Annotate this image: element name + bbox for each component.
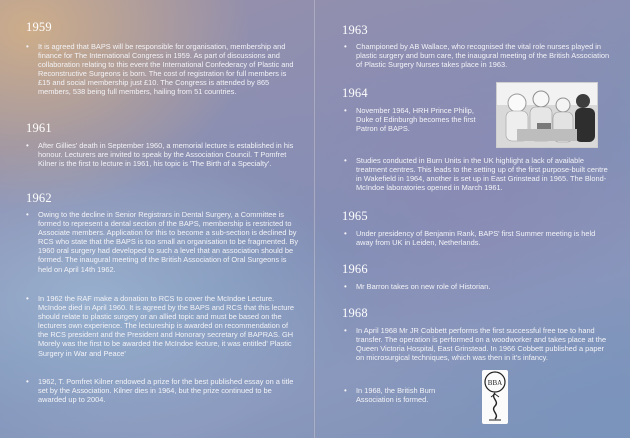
entry-text: Under presidency of Benjamin Rank, BAPS' first Summer meeting is held away from UK in Leiden, Netherlands.: [356, 229, 596, 248]
timeline-entry-1965-1: [344, 229, 614, 248]
entry-text: November 1964, HRH Prince Philip, Duke of Edinburgh becomes the first Patron of BAPS.: [356, 106, 476, 134]
entry-text: In 1962 the RAF make a donation to RCS to cover the McIndoe Lecture. McIndoe died in April 1960. It is agreed by the BAPS and RCS that this lecture should relate to plastic surgery or an allied topic and must be based on the lecturers own experience. The lectureship is awarded on recommendation of the RCS president and the President and Honorary secretary of BAPRAS. GH Morely was the first to be awarded the McIndoe lecture, it was entitled' Plastic Surgery in War and Peace': [38, 294, 294, 358]
timeline-entry-1962-1: [26, 210, 300, 274]
year-heading-1961: 1961: [26, 121, 52, 135]
timeline-entry-1962-3: [26, 377, 300, 405]
year-heading-1959: 1959: [26, 20, 52, 34]
timeline-entry-1964-2: [344, 156, 614, 193]
bullet-icon: •: [26, 377, 29, 386]
bullet-icon: •: [344, 42, 347, 51]
entry-text: Studies conducted in Burn Units in the UK highlight a lack of available treatment centres. This leads to the setting up of the first purpose-built centre in Wakefield in 1964, another is set up in East Grinstead in 1965. The Blond-McIndoe laboratories opened in March 1961.: [356, 156, 608, 193]
timeline-entry-1959-1: [26, 42, 300, 97]
year-heading-1964: 1964: [342, 86, 368, 100]
operating-theatre-image: [497, 83, 597, 147]
british-burn-association-logo: [482, 370, 508, 424]
bullet-icon: •: [26, 141, 29, 150]
bullet-icon: •: [344, 326, 347, 335]
year-heading-1962: 1962: [26, 191, 52, 205]
bullet-icon: •: [26, 294, 29, 303]
entry-text: In 1968, the British Burn Association is formed.: [356, 386, 436, 405]
entry-text: It is agreed that BAPS will be responsible for organisation, membership and finance for The International Congress in 1959. As part of discussions and collaboration relating to this event the International Confederacy of Plastic and Reconstructive Surgeons is born. The cost of registration for full members is £15 and social membership just £10. The Congress is attended by 865 members, 538 being full members, hailing from 51 countries.: [38, 42, 294, 97]
bba-emblem-icon: [482, 370, 508, 424]
timeline-entry-1968-2: [344, 386, 464, 405]
entry-text: Championed by AB Wallace, who recognised the vital role nurses played in plastic surgery and burn care, the inaugural meeting of the British Association of Plastic Surgery Nurses takes place in 1963.: [356, 42, 610, 70]
entry-text: 1962, T. Pomfret Kilner endowed a prize for the best published essay on a title set by the Association. Kilner dies in 1964, but the prize continued to be awarded up to 2004.: [38, 377, 294, 405]
entry-text: After Gillies' death in September 1960, a memorial lecture is established in his honour. Lecturers are invited to speak by the Association Council. T Pomfret Kilner is the first to lecture in 1961, his topic is 'The Birth of a Specialty'.: [38, 141, 294, 169]
bullet-icon: •: [344, 282, 347, 291]
year-heading-1963: 1963: [342, 23, 368, 37]
entry-text: In April 1968 Mr JR Cobbett performs the first successful free toe to hand transfer. The operation is performed on a woodworker and takes place at the Queen Victoria Hospital, East Grinstead. In 1966 Cobbett published a paper on microsurgical techniques, which was then in it's infancy.: [356, 326, 607, 363]
timeline-entry-1966-1: [344, 282, 614, 291]
timeline-entry-1964-1: [344, 106, 486, 134]
timeline-entry-1961-1: [26, 141, 300, 169]
logo-text: BBA: [487, 379, 503, 387]
bullet-icon: •: [26, 42, 29, 51]
timeline-entry-1962-2: [26, 294, 300, 358]
left-page: [0, 0, 313, 438]
bullet-icon: •: [344, 386, 347, 395]
bullet-icon: •: [344, 106, 347, 115]
entry-text: Mr Barron takes on new role of Historian.: [356, 282, 491, 291]
bullet-icon: •: [344, 229, 347, 238]
entry-text: Owing to the decline in Senior Registrars in Dental Surgery, a Committee is formed to represent a dental section of the BAPS, membership is restricted to Associate members. Application for this to become a sub-section is declined by RCS who state that the BAPS is too small an organisation to be fragmented. By 1960 oral surgery had developed to such a level that an association should be formed. The inaugural meeting of the British Association of Oral Surgeons is held on April 14th 1962.: [38, 210, 299, 274]
year-heading-1968: 1968: [342, 306, 368, 320]
bullet-icon: •: [26, 210, 29, 219]
year-heading-1966: 1966: [342, 262, 368, 276]
bullet-icon: •: [344, 156, 347, 165]
year-heading-1965: 1965: [342, 209, 368, 223]
timeline-entry-1963-1: [344, 42, 614, 70]
timeline-entry-1968-1: [344, 326, 614, 363]
surgical-team-photo: [496, 82, 598, 148]
